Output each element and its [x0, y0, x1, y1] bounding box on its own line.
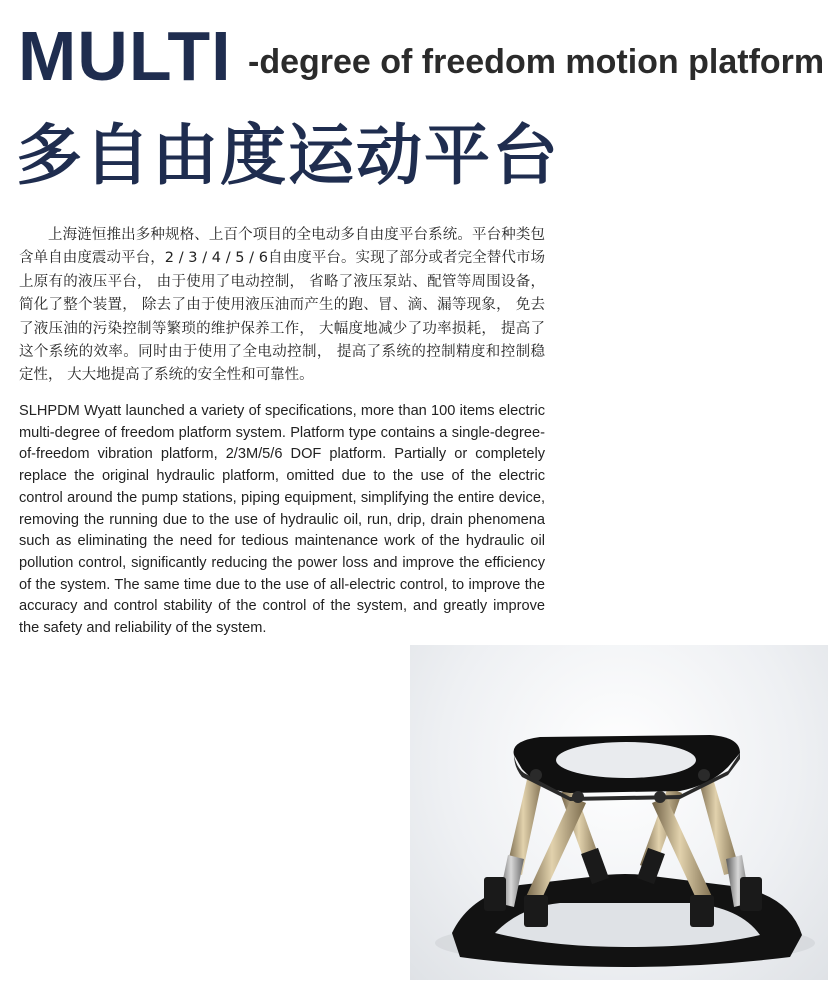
top-platform-hole [556, 742, 696, 778]
title-subtitle: -degree of freedom motion platform [248, 43, 825, 81]
title-chinese: 多自由度运动平台 [16, 117, 560, 194]
product-photo [410, 645, 828, 980]
motion-platform-illustration [410, 645, 828, 980]
title-multi: MULTI [18, 17, 232, 95]
description-chinese: 上海涟恒推出多种规格、上百个项目的全电动多自由度平台系统。平台种类包含单自由度震动平台，2 / 3 / 4 / 5 / 6自由度平台。实现了部分或者完全替代市场上原有的液压平台， 由于使用了电动控制， 省略了液压泵站、配管等周围设备， 简化了整个装置， 除去了由于使用液压油而产生的跑、冒、滴、漏等现象， 免去了液压油的污染控制等繁琐的维护保养工作， 大幅度地减少了功率损耗， 提高了这个系统的效率。同时由于使用了全电动控制， 提高了系统的控制精度和控制稳定性， 大大地提高了系统的安全性和可靠性。 [19, 227, 545, 384]
description-english: SLHPDM Wyatt launched a variety of specifications, more than 100 items electric multi-degree of freedom platform system. Platform type contains a single-degree-of-freedom vibration platform, 2/3M/5/6 DOF platform. Partially or completely replace the original hydraulic platform, omitted due to the use of the electric control around the pump stations, piping equipment, simplifying the entire device, removing the running due to the use of hydraulic oil, run, drip, drain phenomena such as eliminating the need for tedious maintenance work of the hydraulic oil pollution control, significantly reducing the power loss and improve the efficiency of the system. The same time due to the use of all-electric control, to improve the accuracy and control stability of the control of the system, and greatly improve the safety and reliability of the system. [19, 403, 545, 637]
